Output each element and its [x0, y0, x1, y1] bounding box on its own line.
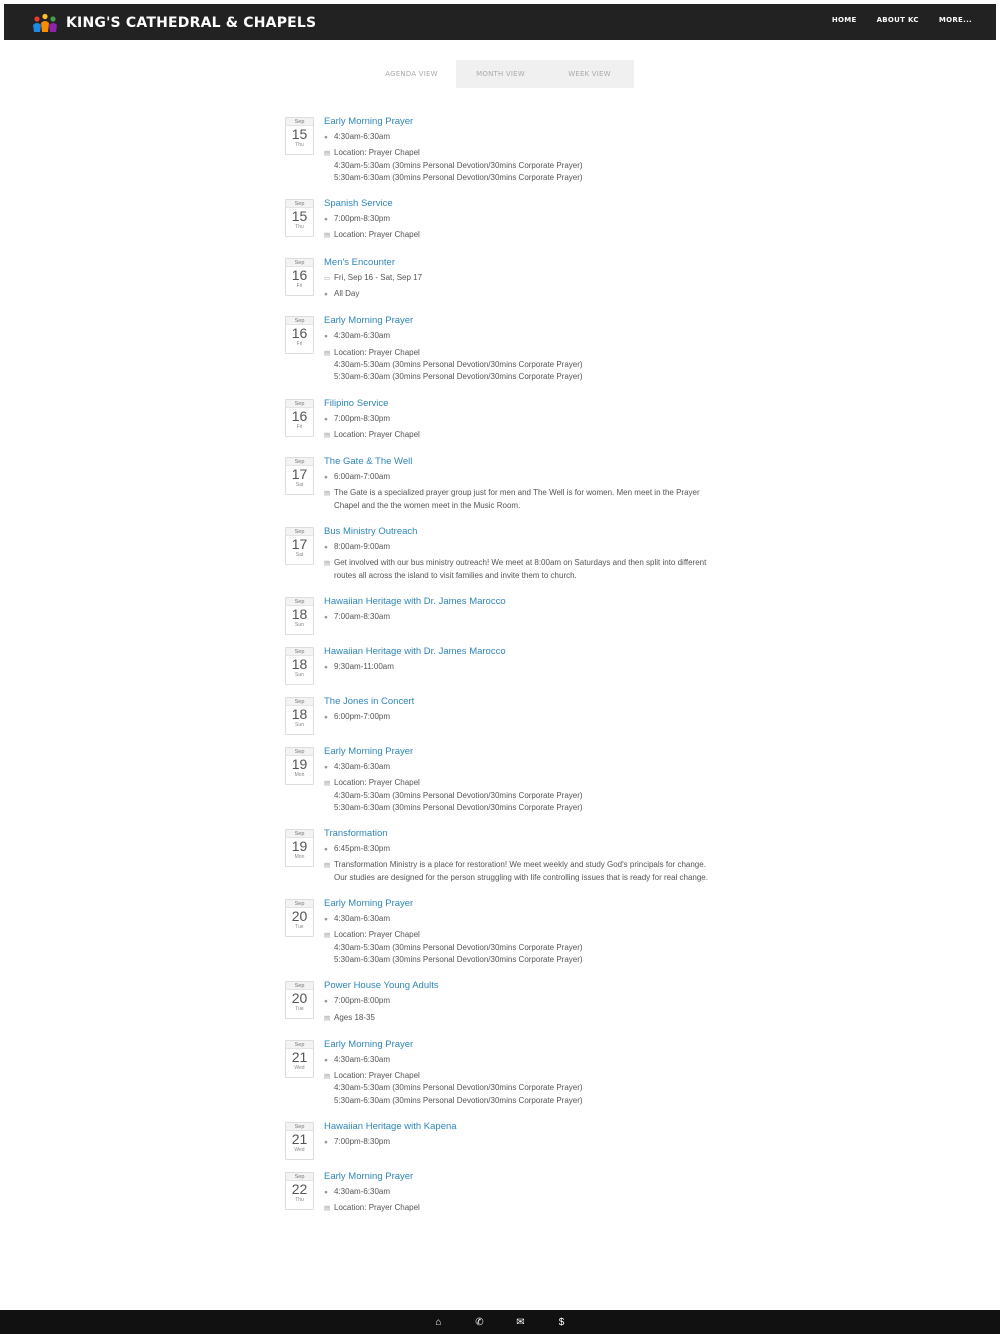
- nav-about-kc[interactable]: ABOUT KC: [876, 16, 919, 24]
- date-badge: [285, 829, 314, 867]
- clock-icon: ●: [324, 333, 328, 341]
- note-icon: ▤: [324, 932, 331, 940]
- date-weekday: Fri: [296, 341, 303, 348]
- date-month: Sep: [286, 598, 313, 606]
- event-details: [324, 1120, 715, 1160]
- date-month: Sep: [286, 748, 313, 756]
- date-month: Sep: [286, 698, 313, 706]
- date-badge: [285, 647, 314, 685]
- kings-cathedral-logo: [32, 13, 58, 33]
- date-weekday: Sat: [295, 552, 304, 559]
- event-title-link[interactable]: Spanish Service: [324, 198, 393, 210]
- date-month: Sep: [286, 528, 313, 536]
- brand[interactable]: [32, 12, 316, 34]
- clock-icon: ●: [324, 134, 328, 141]
- event-info-text: 7:00pm-8:30pm: [334, 1136, 391, 1146]
- event-details: [324, 197, 715, 246]
- event-info-row: [324, 611, 715, 624]
- date-month: Sep: [286, 400, 313, 408]
- event-info-row: [324, 661, 715, 674]
- agenda-event: [285, 645, 715, 685]
- agenda-event: [285, 827, 715, 887]
- date-badge: [285, 747, 314, 785]
- date-month: Sep: [286, 900, 313, 908]
- event-details: [324, 1038, 715, 1110]
- event-info-row: [324, 147, 715, 184]
- date-weekday: Wed: [294, 1146, 305, 1153]
- note-icon: ▤: [324, 232, 331, 240]
- date-day: 19: [291, 838, 308, 855]
- event-info-row: [324, 131, 715, 144]
- event-info-text: The Gate is a specialized prayer group just for men and The Well is for women. Men meet in the Prayer Chapel and the the women meet in the Music Room.: [334, 488, 700, 510]
- home-icon[interactable]: ⌂: [435, 1316, 442, 1328]
- date-badge: [285, 697, 314, 735]
- clock-icon: ●: [324, 663, 328, 671]
- event-info-text: Location: Prayer Chapel: [334, 1203, 420, 1213]
- phone-icon[interactable]: ✆: [475, 1316, 484, 1328]
- event-info-text: 4:30am-6:30am: [334, 132, 391, 141]
- agenda-event: [285, 1170, 715, 1219]
- agenda-event: [285, 595, 715, 635]
- date-weekday: Thu: [295, 1196, 304, 1203]
- event-details: [324, 645, 715, 685]
- event-info-text: 4:30am-6:30am: [334, 761, 391, 771]
- date-weekday: Tue: [295, 1006, 304, 1013]
- date-badge: [285, 399, 314, 437]
- event-title-link[interactable]: The Jones in Concert: [324, 695, 415, 707]
- date-badge: [285, 316, 314, 354]
- event-info-text: 8:00am-9:00am: [334, 542, 391, 552]
- event-details: [324, 979, 715, 1028]
- clock-icon: ●: [324, 763, 328, 771]
- event-details: [324, 256, 715, 305]
- clock-icon: ●: [324, 415, 328, 423]
- date-badge: [285, 527, 314, 565]
- event-info-row: [324, 995, 715, 1008]
- date-month: Sep: [286, 200, 313, 208]
- date-badge: [285, 1122, 314, 1160]
- event-details: [324, 745, 715, 817]
- agenda-event: [285, 455, 715, 515]
- main-nav: [832, 16, 972, 24]
- date-weekday: Sun: [295, 721, 304, 728]
- date-weekday: Tue: [295, 924, 304, 931]
- date-month: Sep: [286, 830, 313, 838]
- event-info-row: [324, 859, 715, 884]
- agenda-event: [285, 695, 715, 735]
- event-details: [324, 827, 715, 887]
- event-info-row: [324, 761, 715, 774]
- date-day: 18: [291, 705, 308, 722]
- date-day: 19: [291, 755, 308, 772]
- agenda-event: [285, 897, 715, 969]
- event-details: [324, 397, 715, 446]
- brand-name: KING'S CATHEDRAL & CHAPELS: [66, 15, 317, 31]
- event-info-row: [324, 347, 715, 384]
- event-info-row: [324, 913, 715, 926]
- event-info-text: 4:30am-6:30am: [334, 1054, 391, 1064]
- date-badge: [285, 258, 314, 296]
- event-title-link[interactable]: Hawaiian Heritage with Dr. James Marocco: [324, 595, 506, 607]
- event-info-row: [324, 272, 715, 285]
- date-weekday: Wed: [294, 1064, 305, 1071]
- event-title-link[interactable]: The Gate & The Well: [324, 456, 413, 468]
- event-info-text: Location: Prayer Chapel 4:30am-5:30am (30mins Personal Devotion/30mins Corporate Prayer) 5:30am-6:30am (30mins Personal Devotion/30mins Corporate Prayer): [334, 778, 583, 812]
- chat-icon[interactable]: ✉: [516, 1316, 525, 1328]
- nav-more[interactable]: MORE...: [938, 16, 972, 24]
- date-day: 17: [291, 536, 308, 553]
- note-icon: ▤: [324, 490, 331, 498]
- event-info-row: [324, 487, 715, 512]
- event-title-link[interactable]: Hawaiian Heritage with Kapena: [324, 1120, 457, 1132]
- event-info-row: [324, 330, 715, 343]
- date-day: 18: [291, 605, 308, 622]
- event-title-link[interactable]: Early Morning Prayer: [324, 116, 414, 127]
- event-info-text: Ages 18-35: [334, 1012, 375, 1022]
- clock-icon: ●: [324, 1138, 328, 1146]
- event-info-text: 9:30am-11:00am: [334, 661, 394, 671]
- event-info-text: Location: Prayer Chapel 4:30am-5:30am (30mins Personal Devotion/30mins Corporate Prayer) 5:30am-6:30am (30mins Personal Devotion/30mins Corporate Prayer): [334, 148, 583, 182]
- event-info-row: [324, 1136, 715, 1149]
- event-details: [324, 595, 715, 635]
- agenda-event: [285, 745, 715, 817]
- date-month: Sep: [286, 1123, 313, 1131]
- agenda-event: [285, 979, 715, 1028]
- date-month: Sep: [286, 458, 313, 466]
- agenda-list: [285, 115, 715, 1229]
- date-day: 16: [291, 407, 308, 424]
- clock-icon: ●: [324, 713, 328, 721]
- top-navbar: [4, 4, 996, 40]
- date-badge: [285, 597, 314, 635]
- event-details: [324, 314, 715, 386]
- date-day: 21: [291, 1130, 308, 1147]
- date-badge: [285, 899, 314, 937]
- date-day: 15: [291, 126, 308, 142]
- clock-icon: ●: [324, 1056, 328, 1064]
- event-details: [324, 695, 715, 735]
- event-info-row: [324, 929, 715, 966]
- agenda-event: [285, 397, 715, 446]
- agenda-event: [285, 1038, 715, 1110]
- event-title-link[interactable]: Hawaiian Heritage with Dr. James Marocco: [324, 645, 506, 657]
- clock-icon: ●: [324, 998, 328, 1006]
- date-weekday: Mon: [294, 771, 305, 778]
- agenda-event: [285, 525, 715, 585]
- event-info-row: [324, 777, 715, 814]
- event-title-link[interactable]: Bus Ministry Outreach: [324, 526, 418, 538]
- date-badge: [285, 457, 314, 495]
- bottom-action-bar: [0, 1310, 1000, 1334]
- date-month: Sep: [286, 1173, 313, 1181]
- agenda-event: [285, 256, 715, 305]
- clock-icon: ●: [324, 1188, 328, 1196]
- date-weekday: Sat: [295, 482, 304, 489]
- event-info-text: Location: Prayer Chapel: [334, 429, 420, 439]
- note-icon: ▤: [324, 349, 331, 357]
- event-info-row: [324, 843, 715, 856]
- date-weekday: Thu: [295, 224, 304, 231]
- date-month: Sep: [286, 317, 313, 325]
- date-badge: [285, 1172, 314, 1210]
- event-details: [324, 525, 715, 585]
- event-title-link[interactable]: Men's Encounter: [324, 256, 395, 268]
- note-icon: ▤: [324, 150, 331, 158]
- event-info-text: Get involved with our bus ministry outreach! We meet at 8:00am on Saturdays and then split into different routes all across the island to visit families and invite them to church.: [334, 558, 707, 580]
- event-info-text: 7:00pm-8:00pm: [334, 996, 391, 1006]
- event-info-row: [324, 1186, 715, 1199]
- date-weekday: Thu: [295, 142, 304, 148]
- date-day: 20: [291, 990, 308, 1007]
- event-info-row: [324, 213, 715, 226]
- view-tabs: [367, 60, 634, 88]
- date-weekday: Mon: [294, 854, 305, 861]
- date-day: 16: [291, 325, 308, 342]
- event-title-link[interactable]: Transformation: [324, 828, 388, 840]
- date-month: Sep: [286, 648, 313, 656]
- note-icon: ▤: [324, 862, 331, 870]
- event-info-text: Transformation Ministry is a place for restoration! We meet weekly and study God's principals for change. Our studies are designed for the person struggling with life controlling issues that is ready for real change.: [334, 860, 708, 882]
- calendar-icon: ▭: [324, 274, 331, 282]
- event-info-text: Location: Prayer Chapel: [334, 230, 420, 240]
- event-details: [324, 897, 715, 969]
- date-day: 22: [291, 1180, 308, 1197]
- event-info-text: 6:00am-7:00am: [334, 472, 391, 482]
- event-title-link[interactable]: Filipino Service: [324, 397, 389, 409]
- clock-icon: ●: [324, 544, 328, 552]
- event-info-row: [324, 541, 715, 554]
- date-day: 17: [291, 466, 308, 483]
- event-info-text: 4:30am-6:30am: [334, 1186, 391, 1196]
- date-month: Sep: [286, 118, 313, 126]
- tab-agenda-view[interactable]: AGENDA VIEW: [385, 70, 438, 78]
- event-info-row: [324, 429, 715, 442]
- event-details: [324, 455, 715, 515]
- event-details: [324, 115, 715, 187]
- event-info-text: 6:45pm-8:30pm: [334, 844, 391, 854]
- note-icon: ▤: [324, 431, 331, 439]
- date-badge: [285, 117, 314, 155]
- event-info-row: [324, 1070, 715, 1107]
- note-icon: ▤: [324, 560, 331, 568]
- tab-month-view[interactable]: MONTH VIEW: [456, 60, 545, 88]
- note-icon: ▤: [324, 1014, 331, 1022]
- event-info-row: [324, 1054, 715, 1067]
- agenda-event: [285, 115, 715, 187]
- event-info-text: 4:30am-6:30am: [334, 914, 391, 924]
- event-info-text: 7:00pm-8:30pm: [334, 413, 391, 423]
- date-weekday: Fri: [296, 282, 303, 289]
- clock-icon: ●: [324, 916, 328, 924]
- event-info-text: Location: Prayer Chapel 4:30am-5:30am (30mins Personal Devotion/30mins Corporate Prayer) 5:30am-6:30am (30mins Personal Devotion/30mins Corporate Prayer): [334, 930, 583, 964]
- event-info-row: [324, 557, 715, 582]
- event-info-text: 4:30am-6:30am: [334, 331, 391, 341]
- date-day: 16: [291, 266, 308, 283]
- event-info-row: [324, 1012, 715, 1025]
- event-info-text: 6:00pm-7:00pm: [334, 711, 391, 721]
- event-info-text: 7:00pm-8:30pm: [334, 214, 391, 224]
- date-weekday: Sun: [295, 621, 304, 628]
- date-badge: [285, 981, 314, 1019]
- event-info-text: All Day: [334, 289, 360, 299]
- tab-week-view[interactable]: WEEK VIEW: [545, 60, 634, 88]
- date-weekday: Fri: [296, 423, 303, 430]
- event-info-row: [324, 288, 715, 301]
- agenda-event: [285, 1120, 715, 1160]
- event-title-link[interactable]: Early Morning Prayer: [324, 1170, 414, 1182]
- dollar-icon[interactable]: $: [558, 1316, 565, 1328]
- date-weekday: Sun: [295, 671, 304, 678]
- event-info-row: [324, 711, 715, 724]
- event-info-row: [324, 413, 715, 426]
- clock-icon: ●: [324, 216, 328, 224]
- event-title-link[interactable]: Early Morning Prayer: [324, 315, 414, 327]
- event-info-row: [324, 1202, 715, 1215]
- event-info-text: Location: Prayer Chapel 4:30am-5:30am (30mins Personal Devotion/30mins Corporate Prayer) 5:30am-6:30am (30mins Personal Devotion/30mins Corporate Prayer): [334, 1071, 583, 1105]
- note-icon: ▤: [324, 1073, 331, 1081]
- event-info-text: 7:00am-8:30am: [334, 611, 391, 621]
- event-info-row: [324, 229, 715, 242]
- event-info-text: Fri, Sep 16 - Sat, Sep 17: [334, 272, 423, 282]
- clock-icon: ●: [324, 474, 328, 482]
- clock-icon: ●: [324, 846, 328, 854]
- event-title-link[interactable]: Power House Young Adults: [324, 980, 439, 992]
- agenda-event: [285, 197, 715, 246]
- clock-icon: ●: [324, 613, 328, 621]
- event-title-link[interactable]: Early Morning Prayer: [324, 745, 414, 757]
- note-icon: ▤: [324, 1205, 331, 1213]
- event-title-link[interactable]: Early Morning Prayer: [324, 898, 414, 910]
- date-day: 21: [291, 1048, 308, 1065]
- clock-icon: ●: [324, 291, 328, 299]
- date-month: Sep: [286, 982, 313, 990]
- event-info-row: [324, 471, 715, 484]
- note-icon: ▤: [324, 780, 331, 788]
- nav-home[interactable]: HOME: [831, 16, 857, 24]
- date-badge: [285, 199, 314, 237]
- event-info-text: Location: Prayer Chapel 4:30am-5:30am (30mins Personal Devotion/30mins Corporate Prayer) 5:30am-6:30am (30mins Personal Devotion/30mins Corporate Prayer): [334, 347, 583, 382]
- event-details: [324, 1170, 715, 1219]
- date-day: 18: [291, 655, 308, 672]
- date-badge: [285, 1040, 314, 1078]
- agenda-event: [285, 314, 715, 386]
- date-month: Sep: [286, 1041, 313, 1049]
- date-day: 15: [291, 208, 308, 225]
- date-day: 20: [291, 908, 308, 925]
- date-month: Sep: [286, 259, 313, 267]
- event-title-link[interactable]: Early Morning Prayer: [324, 1038, 414, 1050]
